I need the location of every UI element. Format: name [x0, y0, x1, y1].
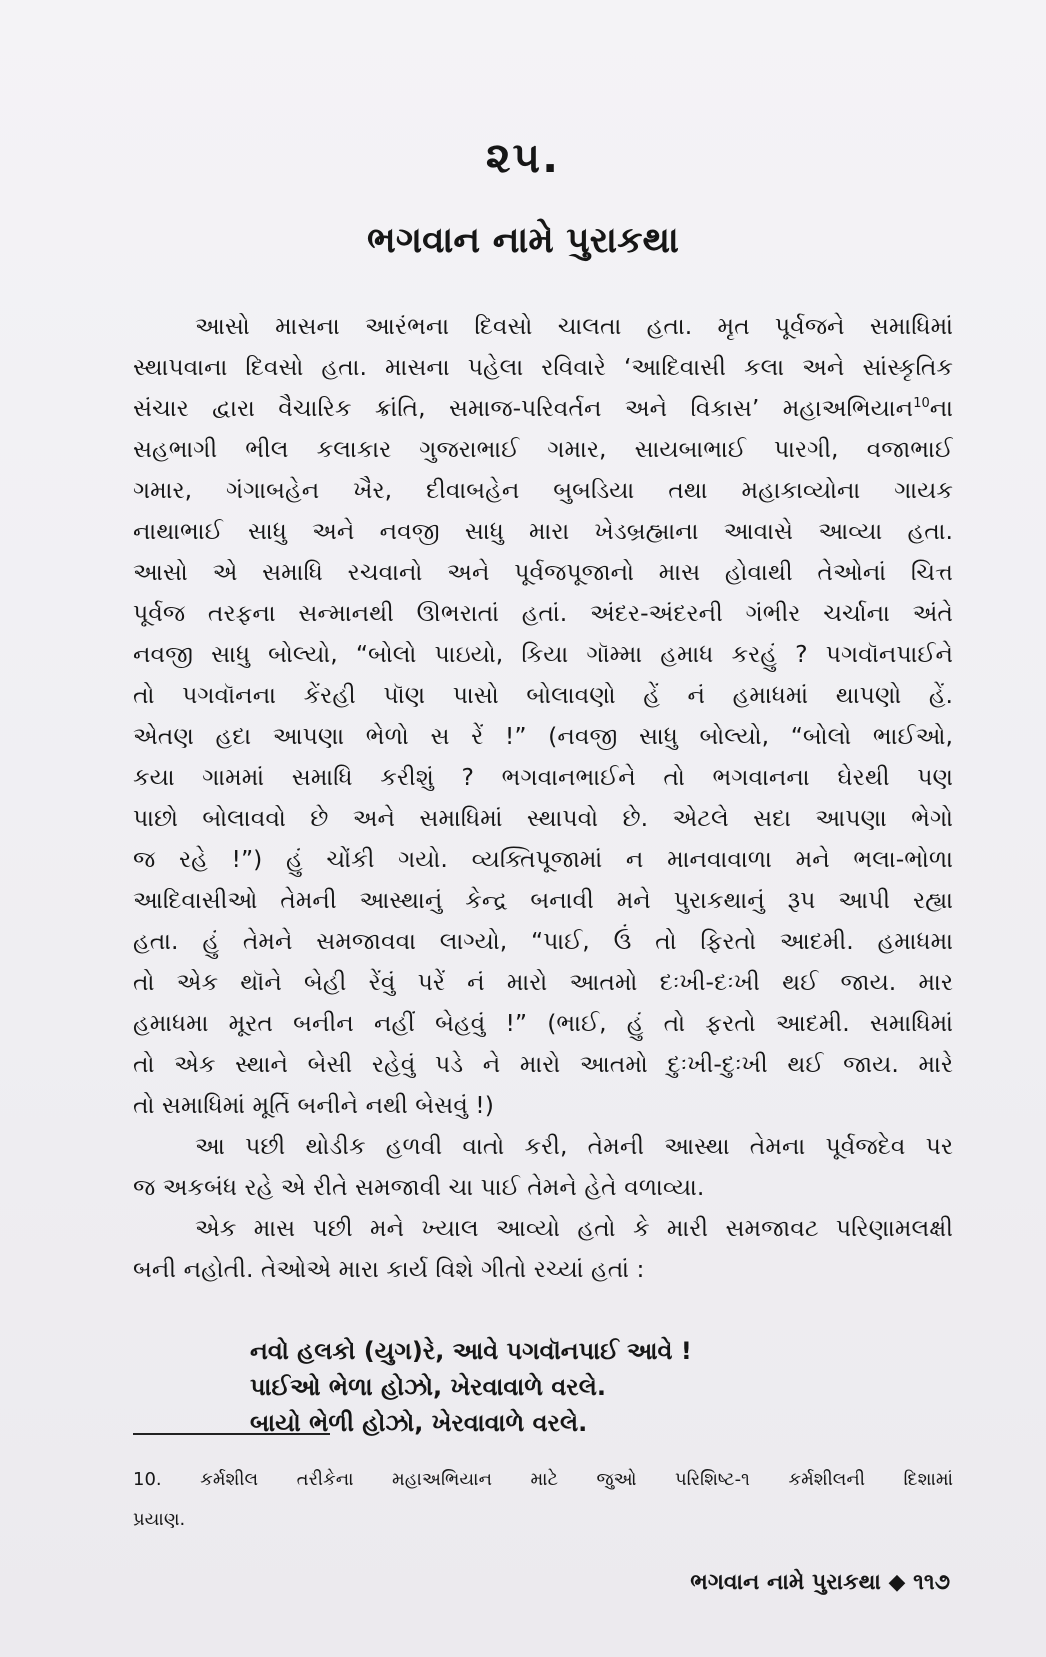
chapter-number: ૨૫.	[485, 133, 561, 182]
body-line: આસો એ સમાધિ રચવાનો અને પૂર્વજપૂજાનો માસ હોવાથી તેઓનાં ચિત્ત	[133, 558, 953, 586]
body-line: જ રહે !”) હું ચોંકી ગયો. વ્યક્તિપૂજામાં ન માનવાવાળા મને ભલા-ભોળા	[133, 845, 953, 873]
footnote	[133, 1460, 953, 1540]
body-line: હતા. હું તેમને સમજાવવા લાગ્યો, “પાઈ, ઉં તો ફિરતો આદમી. હમાધમા	[133, 927, 953, 955]
footnote-line: 10. કર્મશીલ તરીકેના મહાઅભિયાન માટે જુઓ પરિશિષ્ટ-૧ કર્મશીલની દિશામાં	[133, 1469, 953, 1490]
footnote-reference: 10	[913, 396, 930, 412]
body-line: સ્થાપવાના દિવસો હતા. માસના પહેલા રવિવારે ‘આદિવાસી કલા અને સાંસ્કૃતિક	[133, 353, 953, 381]
body-line: નવજી સાધુ બોલ્યો, “બોલો પાઇયો, કિયા ગૉમ્મા હમાધ કરહું ? પગવૉનપાઈને	[133, 640, 953, 668]
song-verse	[250, 1333, 950, 1441]
footnote-line: પ્રયાણ.	[133, 1509, 186, 1530]
verse-line: નવો હલકો (યુગ)રે, આવે પગવૉનપાઈ આવે !	[250, 1337, 692, 1365]
verse-line: બાયો ભેળી હોઝો, ખેરવાવાળે વરલે.	[250, 1409, 588, 1437]
body-line: નાથાભાઈ સાધુ અને નવજી સાધુ મારા ખેડબ્રહ્માના આવાસે આવ્યા હતા.	[133, 517, 953, 545]
chapter-title: ભગવાન નામે પુરાકથા	[367, 220, 679, 261]
body-line: આસો માસના આરંભના દિવસો ચાલતા હતા. મૃત પૂર્વજને સમાધિમાં	[195, 312, 953, 340]
body-line: તો એક થૉને બેહી રેંવું પરેં નં મારો આતમો દઃખી-દઃખી થઈ જાય. માર	[133, 968, 953, 996]
body-line: પૂર્વજ તરફના સન્માનથી ઊભરાતાં હતાં. અંદર-અંદરની ગંભીર ચર્ચાના અંતે	[133, 599, 953, 627]
body-line: આદિવાસીઓ તેમની આસ્થાનું કેન્દ્ર બનાવી મને પુરાકથાનું રૂપ આપી રહ્યા	[133, 886, 953, 914]
body-line: પાછો બોલાવવો છે અને સમાધિમાં સ્થાપવો છે. એટલે સદા આપણા ભેગો	[133, 804, 953, 832]
body-line: એક માસ પછી મને ખ્યાલ આવ્યો હતો કે મારી સમજાવટ પરિણામલક્ષી	[195, 1214, 953, 1242]
body-line: આ પછી થોડીક હળવી વાતો કરી, તેમની આસ્થા તેમના પૂર્વજદેવ પર	[195, 1132, 953, 1160]
running-footer	[690, 1570, 950, 1595]
body-line: તો પગવૉનના કેંરહી પૉણ પાસો બોલાવણો હેં નં હમાધમાં થાપણો હેં.	[133, 681, 953, 709]
body-line: સહભાગી ભીલ કલાકાર ગુજરાભાઈ ગમાર, સાયબાભાઈ પારગી, વજાભાઈ	[133, 435, 953, 463]
body-line: હમાધમા મૂરત બનીન નહીં બેહવું !” (ભાઈ, હું તો ફરતો આદમી. સમાધિમાં	[133, 1009, 953, 1037]
running-title: ભગવાન નામે પુરાકથા	[690, 1570, 881, 1595]
body-line: ગમાર, ગંગાબહેન ખૈર, દીવાબહેન બુબડિયા તથા મહાકાવ્યોના ગાયક	[133, 476, 953, 504]
body-line: બની નહોતી. તેઓએ મારા કાર્ય વિશે ગીતો રચ્યાં હતાં :	[133, 1255, 645, 1283]
footnote-reference-suffix: ના	[929, 394, 953, 422]
verse-line: પાઈઓ ભેળા હોઝો, ખેરવાવાળે વરલે.	[250, 1373, 606, 1401]
footnote-divider	[133, 1433, 330, 1435]
body-line: તો સમાધિમાં મૂર્તિ બનીને નથી બેસવું !)	[133, 1091, 494, 1119]
body-line: કયા ગામમાં સમાધિ કરીશું ? ભગવાનભાઈને તો ભગવાનના ઘેરથી પણ	[133, 763, 953, 791]
body-line	[133, 388, 953, 429]
page-number: ૧૧૭	[913, 1570, 950, 1595]
diamond-separator-icon: ◆	[888, 1570, 906, 1595]
body-line-text: સંચાર દ્વારા વૈચારિક ક્રાંતિ, સમાજ-પરિવર્તન અને વિકાસ’ મહાઅભિયાન	[133, 394, 914, 422]
body-line: તો એક સ્થાને બેસી રહેવું પડે ને મારો આતમો દુઃખી-દુઃખી થઈ જાય. મારે	[133, 1050, 953, 1078]
body-line: એતણ હદા આપણા ભેળો સ રેં !” (નવજી સાધુ બોલ્યો, “બોલો ભાઈઓ,	[133, 722, 953, 750]
body-line: જ અકબંધ રહે એ રીતે સમજાવી ચા પાઈ તેમને હેતે વળાવ્યા.	[133, 1173, 705, 1201]
body-text	[133, 306, 953, 1290]
